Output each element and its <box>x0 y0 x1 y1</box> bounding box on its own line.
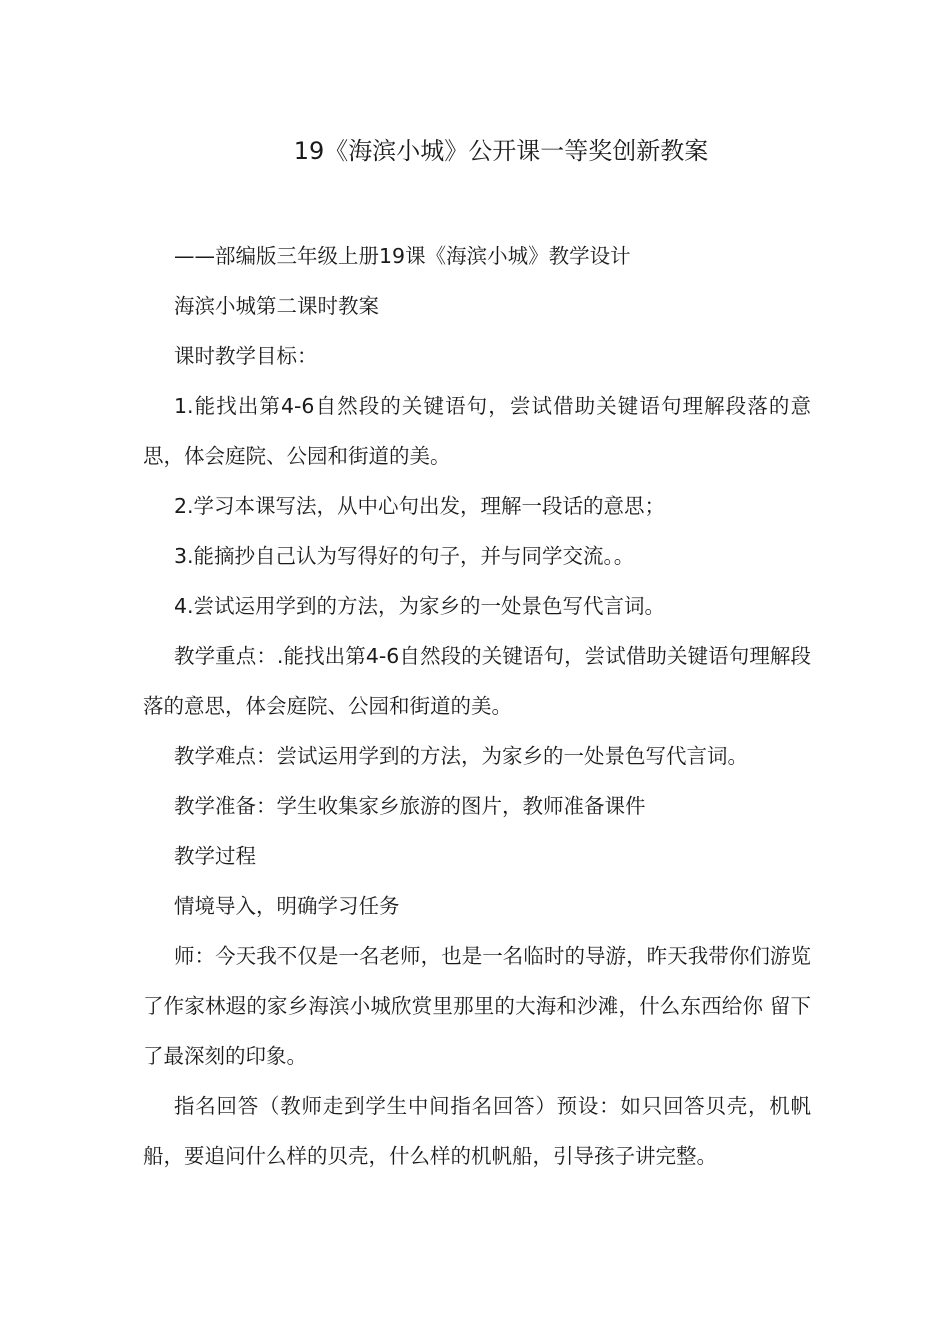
intro-heading: 情境导入，明确学习任务 <box>174 894 400 918</box>
document-body <box>143 231 811 1181</box>
document-title: 19《海滨小城》公开课一等奖创新教案 <box>293 137 709 165</box>
answer-paragraph: 指名回答（教师走到学生中间指名回答）预设：如只回答贝壳，机帆船，要追问什么样的贝壳，什么样的机帆船，引导孩子讲完整。 <box>143 1094 811 1168</box>
subtitle-paragraph: ——部编版三年级上册19课《海滨小城》教学设计 <box>174 244 631 268</box>
objective-item-2: 2.学习本课写法，从中心句出发，理解一段话的意思； <box>174 494 666 518</box>
objective-item-4: 4.尝试运用学到的方法，为家乡的一处景色写代言词。 <box>174 594 666 618</box>
objectives-heading: 课时教学目标： <box>174 344 318 368</box>
key-points-paragraph: 教学重点：.能找出第4-6自然段的关键语句，尝试借助关键语句理解段落的意思，体会庭院、公园和街道的美。 <box>143 644 811 718</box>
preparation-paragraph: 教学准备：学生收集家乡旅游的图片，教师准备课件 <box>174 794 646 818</box>
objective-item-3: 3.能摘抄自己认为写得好的句子，并与同学交流。。 <box>174 544 635 568</box>
lesson-heading: 海滨小城第二课时教案 <box>174 294 379 318</box>
objective-item-1: 1.能找出第4-6自然段的关键语句，尝试借助关键语句理解段落的意思，体会庭院、公园和街道的美。 <box>143 394 811 468</box>
process-heading: 教学过程 <box>174 844 256 868</box>
difficult-points-paragraph: 教学难点：尝试运用学到的方法，为家乡的一处景色写代言词。 <box>174 744 748 768</box>
teacher-speech-paragraph: 师：今天我不仅是一名老师，也是一名临时的导游，昨天我带你们游览了作家林遐的家乡海滨小城欣赏里那里的大海和沙滩，什么东西给你 留下了最深刻的印象。 <box>143 944 811 1068</box>
